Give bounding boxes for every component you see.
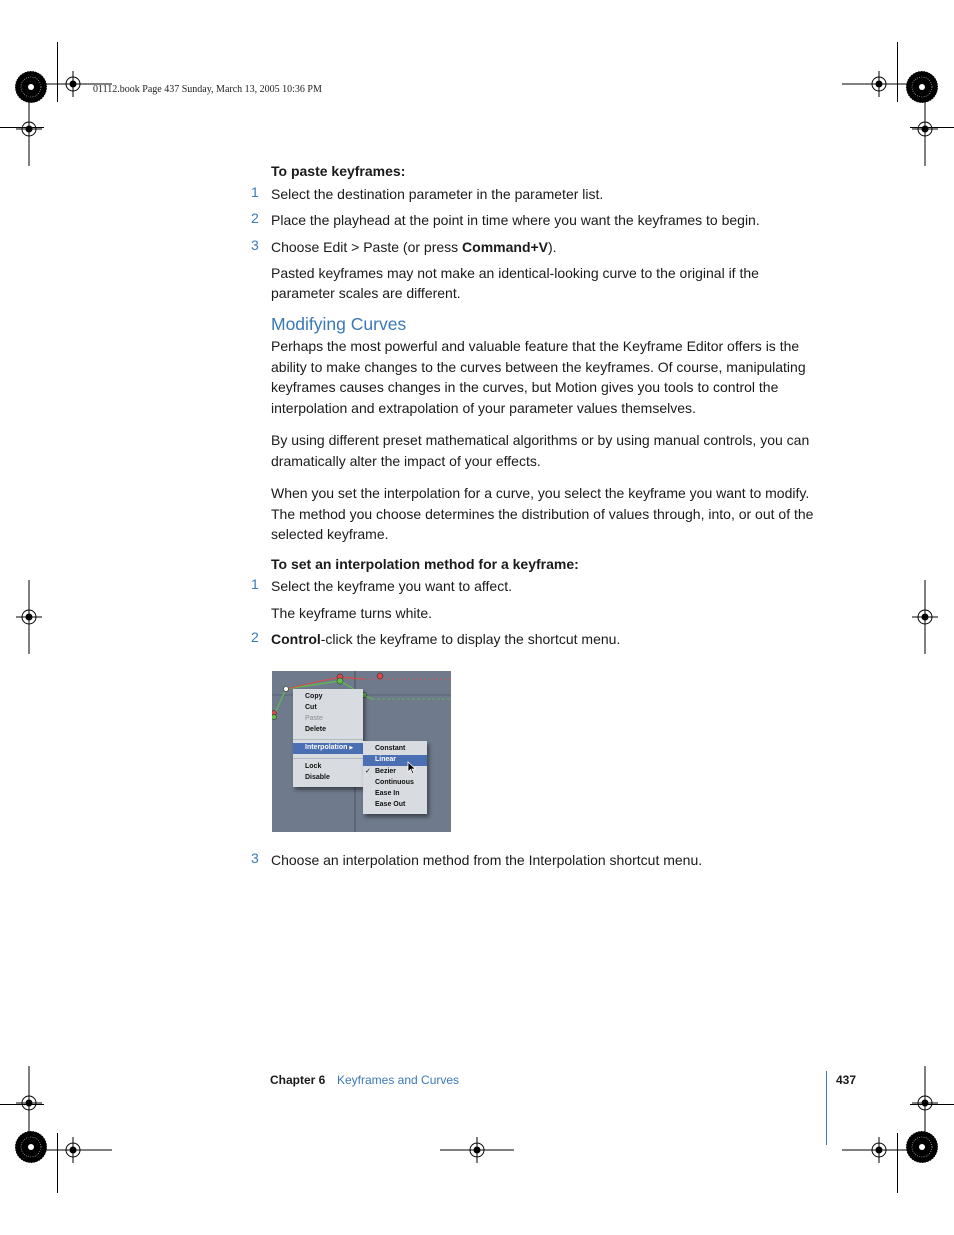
menu-item-label: Interpolation	[305, 744, 348, 751]
key-command: Command+V	[462, 239, 549, 255]
menu-item-cut[interactable]: Cut	[305, 704, 317, 711]
step-number: 3	[251, 850, 259, 866]
page-number: 437	[836, 1073, 857, 1087]
shortcut-menu-screenshot	[272, 671, 451, 832]
submenu-item-bezier[interactable]: Bezier	[375, 768, 397, 775]
step-text-part: ).	[548, 239, 557, 255]
menu-item-copy[interactable]: Copy	[305, 693, 323, 700]
step-text: Choose an interpolation method from the Interpolation shortcut menu.	[271, 852, 703, 868]
step-number: 1	[251, 576, 259, 592]
menu-item-interpolation[interactable]	[305, 744, 353, 751]
paste-note: Pasted keyframes may not make an identical-looking curve to the original if the parameter scales are different.	[271, 265, 759, 301]
menu-item-delete[interactable]: Delete	[305, 726, 327, 733]
step-number: 3	[251, 237, 259, 253]
step-text-part: -click the keyframe to display the shortcut menu.	[320, 631, 621, 647]
submenu-arrow-icon: ▶	[349, 745, 354, 751]
footer-chapter-title: Keyframes and Curves	[337, 1073, 460, 1087]
step-text: Place the playhead at the point in time where you want the keyframes to begin.	[271, 212, 760, 228]
submenu-item-ease-in[interactable]: Ease In	[375, 790, 400, 797]
footer-chapter: Chapter 6	[270, 1073, 326, 1087]
submenu-item-linear[interactable]: Linear	[375, 756, 397, 763]
menu-item-disable[interactable]: Disable	[305, 774, 330, 781]
step-number: 2	[251, 210, 259, 226]
step-text	[271, 629, 831, 649]
step-number: 2	[251, 629, 259, 645]
step-note: The keyframe turns white.	[271, 605, 433, 621]
section-title: Modifying Curves	[271, 314, 407, 334]
footer-divider	[826, 1071, 827, 1145]
menu-item-lock[interactable]: Lock	[305, 763, 322, 770]
key-command: Control	[271, 631, 321, 647]
menu-separator	[293, 739, 363, 740]
menu-item-paste[interactable]: Paste	[305, 715, 323, 722]
step-text: Select the keyframe you want to affect.	[271, 578, 512, 594]
checkmark-icon: ✓	[365, 768, 371, 775]
step-number: 1	[251, 184, 259, 200]
procedure-heading-interpolation: To set an interpolation method for a keyframe:	[271, 556, 579, 572]
mouse-pointer-icon	[407, 761, 417, 775]
print-slug: 01112.book Page 437 Sunday, March 13, 2005 10:36 PM	[93, 84, 322, 95]
body-paragraph: When you set the interpolation for a curve, you select the keyframe you want to modify. The method you choose determines the distribution of values through, into, or out of the selected keyframe.	[271, 485, 814, 542]
submenu-item-constant[interactable]: Constant	[375, 745, 406, 752]
submenu-item-continuous[interactable]: Continuous	[375, 779, 414, 786]
submenu-item-ease-out[interactable]: Ease Out	[375, 801, 406, 808]
body-paragraph: By using different preset mathematical algorithms or by using manual controls, you can dramatically alter the impact of your effects.	[271, 432, 810, 469]
procedure-heading-paste: To paste keyframes:	[271, 163, 406, 179]
step-text	[271, 237, 831, 257]
menu-separator	[293, 758, 363, 759]
step-text-part: Choose Edit > Paste (or press	[271, 239, 463, 255]
body-paragraph: Perhaps the most powerful and valuable feature that the Keyframe Editor offers is the ability to make changes to the curves between the keyframes. Of course, manipulating keyframes causes changes in the curves, but Motion gives you tools to control the interpolation and extrapolation of your parameter values themselves.	[271, 338, 806, 416]
interpolation-submenu	[363, 741, 427, 814]
context-menu	[293, 689, 363, 787]
step-text: Select the destination parameter in the parameter list.	[271, 186, 604, 202]
